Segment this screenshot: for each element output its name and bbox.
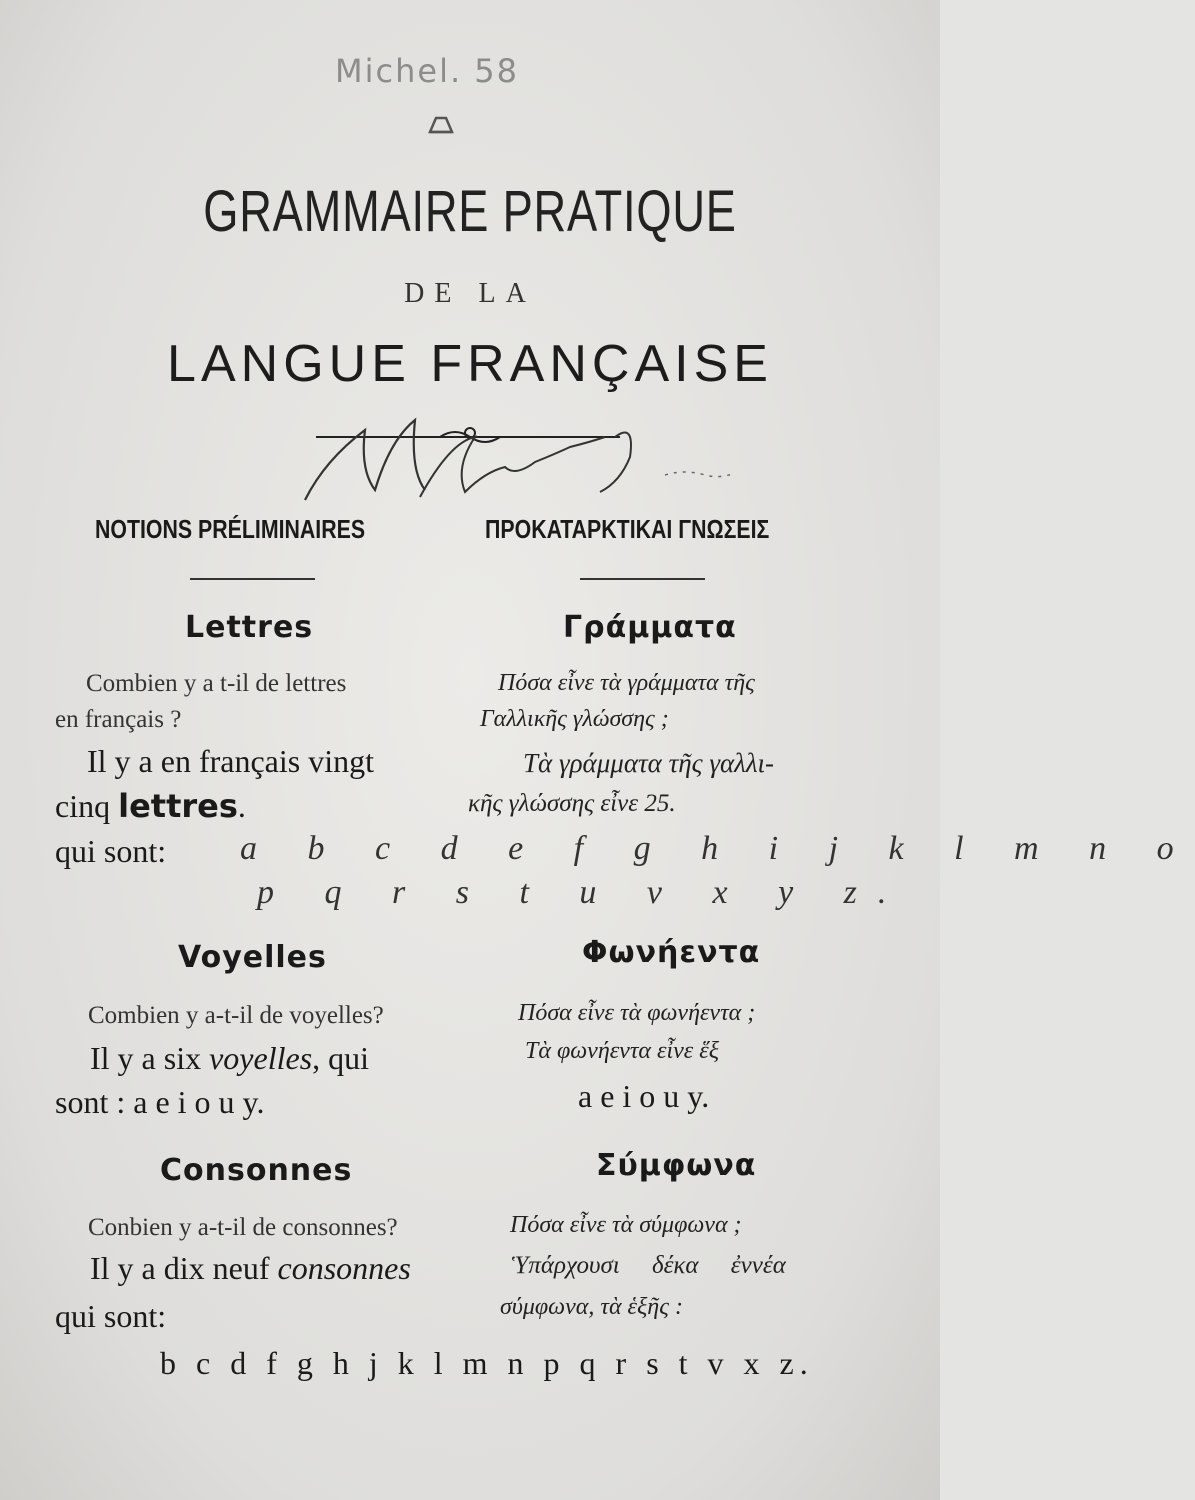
alphabet-label: qui sont:: [55, 833, 167, 869]
answer-voyelles-2: sont : a e i o u y.: [55, 1084, 265, 1120]
answer-consonnes-2: qui sont:: [55, 1298, 167, 1334]
answer-lettres-2-end: .: [237, 788, 246, 824]
header-greek: ΠΡΟΚΑΤΑΡΚΤΙΚΑΙ ΓΝΩΣΕΙΣ: [485, 514, 770, 544]
title-line-3: LANGUE FRANÇAISE: [167, 335, 773, 393]
answer-foniënta-2: a e i o u y.: [578, 1078, 710, 1114]
answer-consonnes-1: [90, 1250, 411, 1287]
handwritten-signature: [270, 405, 770, 520]
answer-voyelles-1-end: , qui: [312, 1040, 370, 1076]
title-line-1: GRAMMAIRE PRATIQUE: [203, 179, 737, 244]
heading-symfona: Σύμφωνα: [596, 1148, 757, 1183]
question-lettres-1: Combien y a t-il de lettres: [86, 670, 347, 697]
answer-consonnes-1-italic: consonnes: [277, 1250, 411, 1286]
question-voyelles: Combien y a-t-il de voyelles?: [88, 1002, 384, 1029]
alphabet-line-2: p q r s t u v x y z.: [257, 874, 908, 911]
answer-grammata-2: κῆς γλώσσης εἶνε 25.: [468, 790, 676, 817]
answer-lettres-2-bold: lettres: [118, 787, 238, 825]
answer-voyelles-1: [90, 1040, 369, 1077]
question-foniënta: Πόσα εἶνε τὰ φωνήεντα ;: [518, 1000, 756, 1026]
heading-consonnes: Consonnes: [160, 1153, 353, 1188]
rule-right: [580, 578, 705, 580]
answer-grammata-1: Τὰ γράμματα τῆς γαλλι-: [523, 748, 775, 778]
answer-symfona-2: σύμφωνα, τὰ ἑξῆς :: [500, 1294, 683, 1320]
question-consonnes: Conbien y a-t-il de consonnes?: [88, 1214, 398, 1241]
library-stamp-icon: [426, 112, 456, 136]
heading-lettres: Lettres: [185, 610, 314, 645]
heading-voyelles: Voyelles: [178, 940, 327, 975]
answer-foniënta-1: Τὰ φωνήεντα εἶνε ἕξ: [525, 1038, 719, 1064]
question-grammata-2: Γαλλικῆς γλώσσης ;: [480, 706, 669, 732]
question-lettres-2: en français ?: [55, 706, 182, 733]
question-symfona: Πόσα εἶνε τὰ σύμφωνα ;: [510, 1212, 742, 1238]
answer-symfona-1: Ὑπάρχουσι δέκα ἐννέα: [512, 1252, 786, 1279]
rule-left: [190, 578, 315, 580]
answer-consonnes-1-text: Il y a dix neuf: [90, 1250, 278, 1286]
answer-lettres-1: Il y a en français vingt: [87, 743, 374, 779]
answer-voyelles-1-italic: voyelles: [209, 1040, 313, 1076]
header-french: NOTIONS PRÉLIMINAIRES: [95, 514, 366, 544]
answer-lettres-2: [55, 787, 246, 825]
consonant-list: b c d f g h j k l m n p q r s t v x z.: [160, 1345, 814, 1381]
library-shelfmark: Michel. 58: [335, 52, 520, 90]
answer-lettres-2-text: cinq: [55, 788, 119, 824]
heading-grammata: Γράμματα: [563, 610, 737, 645]
heading-foniënta: Φωνήεντα: [582, 935, 761, 970]
title-line-2: DE LA: [404, 278, 536, 309]
question-grammata-1: Πόσα εἶνε τὰ γράμματα τῆς: [498, 670, 755, 696]
answer-voyelles-1-text: Il y a six: [90, 1040, 210, 1076]
alphabet-line-1: a b c d e f g h i j k l m n o: [240, 830, 1195, 867]
